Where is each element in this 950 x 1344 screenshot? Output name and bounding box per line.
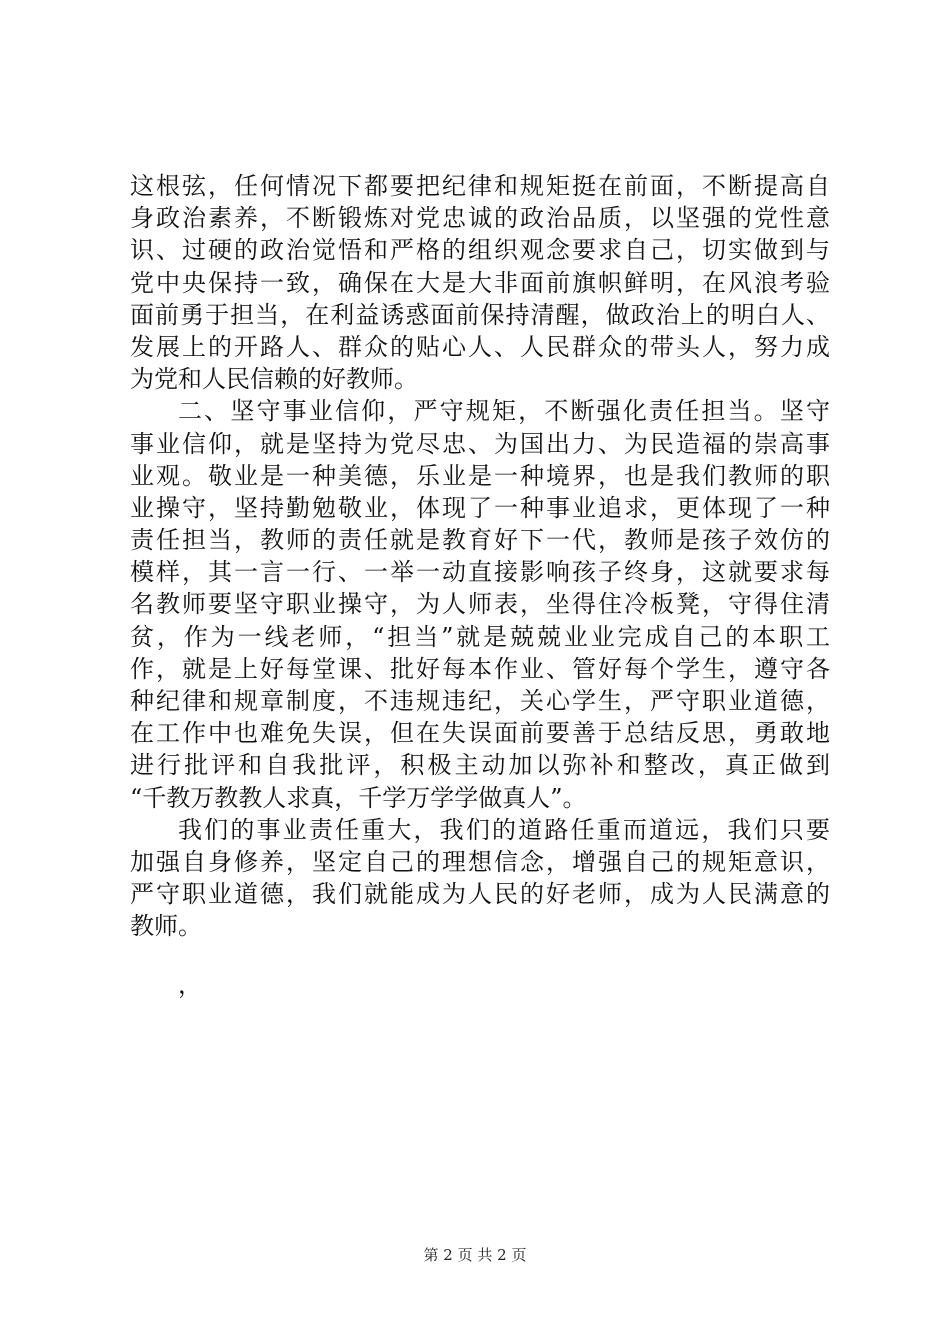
- text-line: 在工作中也难免失误，但在失误面前要善于总结反思，勇敢地: [130, 719, 830, 748]
- text-line: 面前勇于担当，在利益诱惑面前保持清醒，做政治上的明白人、: [130, 300, 830, 329]
- text-line: 贫，作为一线老师，“担当”就是兢兢业业完成自己的本职工: [130, 622, 830, 651]
- text-line: 为党和人民信赖的好教师。: [130, 365, 418, 394]
- text-line: 教师。: [130, 912, 202, 941]
- paragraph-gap: [130, 943, 830, 969]
- text-line: 业操守，坚持勤勉敬业，体现了一种事业追求，更体现了一种: [130, 493, 830, 522]
- body-text: [130, 170, 830, 1001]
- text-line: 身政治素养，不断锻炼对党忠诚的政治品质，以坚强的党性意: [130, 204, 830, 233]
- paragraph-start-line: 我们的事业责任重大，我们的道路任重而道远，我们只要: [178, 815, 830, 844]
- text-line: 加强自身修养，坚定自己的理想信念，增强自己的规矩意识，: [130, 847, 830, 876]
- section-heading-line: 二、坚守事业信仰，严守规矩，不断强化责任担当。坚守: [178, 397, 830, 426]
- text-line: 进行批评和自我批评，积极主动加以弥补和整改，真正做到: [130, 751, 830, 780]
- text-line: 识、过硬的政治觉悟和严格的组织观念要求自己，切实做到与: [130, 236, 830, 265]
- text-line: 这根弦，任何情况下都要把纪律和规矩挺在前面，不断提高自: [130, 172, 830, 200]
- text-line: “千教万教教人求真，千学万学学做真人”。: [130, 783, 587, 812]
- page-number-footer: 第 2 页 共 2 页: [423, 1246, 527, 1264]
- text-line: 作，就是上好每堂课、批好每本作业、管好每个学生，遵守各: [130, 654, 830, 683]
- trailing-comma: ，: [178, 970, 202, 999]
- text-line: 严守职业道德，我们就能成为人民的好老师，成为人民满意的: [130, 880, 830, 909]
- text-line: 模样，其一言一行、一举一动直接影响孩子终身，这就要求每: [130, 558, 830, 587]
- text-line: 名教师要坚守职业操守，为人师表，坐得住冷板凳，守得住清: [130, 590, 830, 619]
- text-line: 发展上的开路人、群众的贴心人、人民群众的带头人，努力成: [130, 332, 830, 361]
- text-line: 责任担当，教师的责任就是教育好下一代，教师是孩子效仿的: [130, 526, 830, 555]
- text-line: 业观。敬业是一种美德，乐业是一种境界，也是我们教师的职: [130, 461, 830, 490]
- text-line: 事业信仰，就是坚持为党尽忠、为国出力、为民造福的崇高事: [130, 429, 830, 458]
- text-line: 党中央保持一致，确保在大是大非面前旗帜鲜明，在风浪考验: [130, 268, 830, 297]
- text-line: 种纪律和规章制度，不违规违纪，关心学生，严守职业道德，: [130, 687, 830, 715]
